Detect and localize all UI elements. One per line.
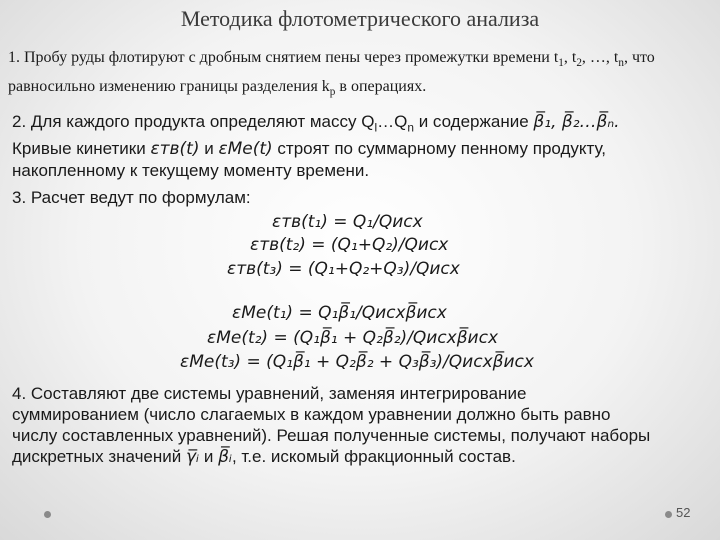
footer-dot-right (665, 511, 672, 518)
formula-eps-me-t1: εMe(t₁) = Q₁β̅₁/Qисхβ̅исх (232, 303, 447, 323)
item-2-line-1: 2. Для каждого продукта определяют массу $Q_l\dots Q_n$ и содержание β̅₁, β̅₂…β̅ₙ. (12, 112, 620, 135)
item-4-line-1: 4. Составляют две системы уравнений, заменяя интегрирование (12, 384, 527, 403)
item-4-line-4: дискретных значений γ̅ᵢ и β̅ᵢ, т.е. искомый фракционный состав. (12, 447, 516, 467)
item-4-line-3: числу составленных уравнений). Решая полученные системы, получают наборы (12, 426, 651, 445)
slide-title: Методика флотометрического анализа (180, 6, 540, 31)
formula-eps-tv-t2: εтв(t₂) = (Q₁+Q₂)/Qисх (250, 235, 449, 255)
formula-eps-me-t3: εMe(t₃) = (Q₁β̅₁ + Q₂β̅₂ + Q₃β̅₃)/Qисхβ̅исх (180, 352, 534, 372)
formula-eps-tv-t1: εтв(t₁) = Q₁/Qисх (272, 212, 423, 232)
formula-eps-tv-t3: εтв(t₃) = (Q₁+Q₂+Q₃)/Qисх (227, 259, 460, 279)
item-4-line-2: суммированием (число слагаемых в каждом уравнении должно быть равно (12, 405, 611, 424)
item-2-line-2: Кривые кинетики εтв(t) и εMe(t) строят по суммарному пенному продукту, (12, 139, 607, 160)
item-2-line-3: накопленному к текущему моменту времени. (12, 161, 370, 181)
page-number: 52 (676, 505, 691, 520)
item-2-paragraph (12, 111, 712, 181)
footer-dot-left (44, 511, 51, 518)
formula-eps-me-t2: εMe(t₂) = (Q₁β̅₁ + Q₂β̅₂)/Qисхβ̅исх (207, 328, 499, 348)
item-4-paragraph (12, 383, 712, 468)
item-1-paragraph: 1. Пробу руды флотируют с дробным снятием пены через промежутки времени $t_1$, $t_2$, …, $t_n$, что равносильно изменению границы разделения $k_р$ в операциях. (8, 49, 655, 99)
item-3-heading: 3. Расчет ведут по формулам: (12, 188, 251, 207)
